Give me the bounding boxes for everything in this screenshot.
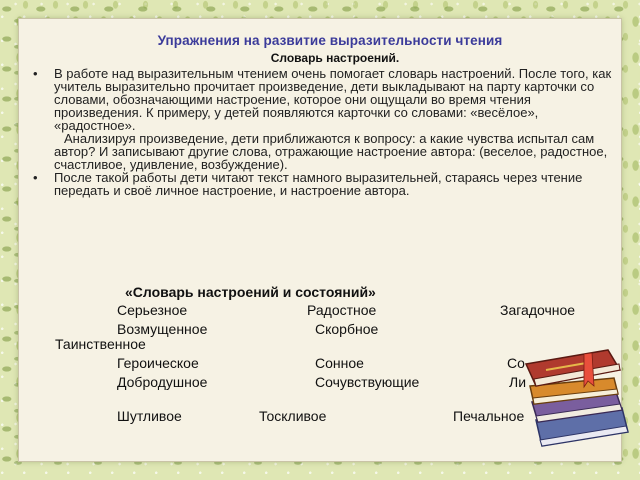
mood-word: Тоскливое [259,408,327,424]
mood-word: Возмущенное [117,321,208,337]
bullet-item-1 [33,67,613,132]
bullet-marker: • [33,170,38,185]
mood-word: Таинственное [55,336,146,352]
body-text [33,67,613,197]
mood-word: Шутливое [117,408,182,424]
slide-title: Упражнения на развитие выразительности чтения [157,33,503,48]
mood-word: Сонное [315,355,364,371]
books-stack-icon [522,346,634,450]
analysis-paragraph-text: Анализируя произведение, дети приближаются к вопросу: а какие чувства испытал сам автор? И записывают другие слова, отражающие настроение автора: (веселое, радостное, счастливое, удивление, возбуждение). [54,131,608,172]
slide-subtitle: Словарь настроений. [270,51,400,65]
mood-word: Серьезное [117,302,188,318]
mood-word: Добродушное [117,374,208,390]
mood-word: Загадочное [500,302,576,318]
mood-word: Печальное [453,408,525,424]
mood-word: Героическое [117,355,199,371]
mood-word: Со [507,355,525,371]
dictionary-title: «Словарь настроений и состояний» [125,284,376,300]
mood-word: Радостное [307,302,377,318]
mood-word: Скорбное [315,321,379,337]
mood-word: Сочувствующие [315,374,420,390]
bullet-text-2: После такой работы дети читают текст намного выразительней, стараясь через чтение передать и своё личное настроение, и настроение автора. [54,170,583,198]
analysis-paragraph [33,132,613,171]
bullet-text-1: В работе над выразительным чтением очень помогает словарь настроений. После того, как учитель выразительно прочитает произведение, дети выкладывают на парту карточки со словами, обозначающими настроение, которое они ощущали во время чтения произведения. К примеру, у детей появляются карточки со словами: «весёлое», «радостное». [54,66,612,133]
bullet-item-2 [33,171,613,197]
mood-word: Ли [509,374,527,390]
bullet-marker: • [33,66,38,81]
